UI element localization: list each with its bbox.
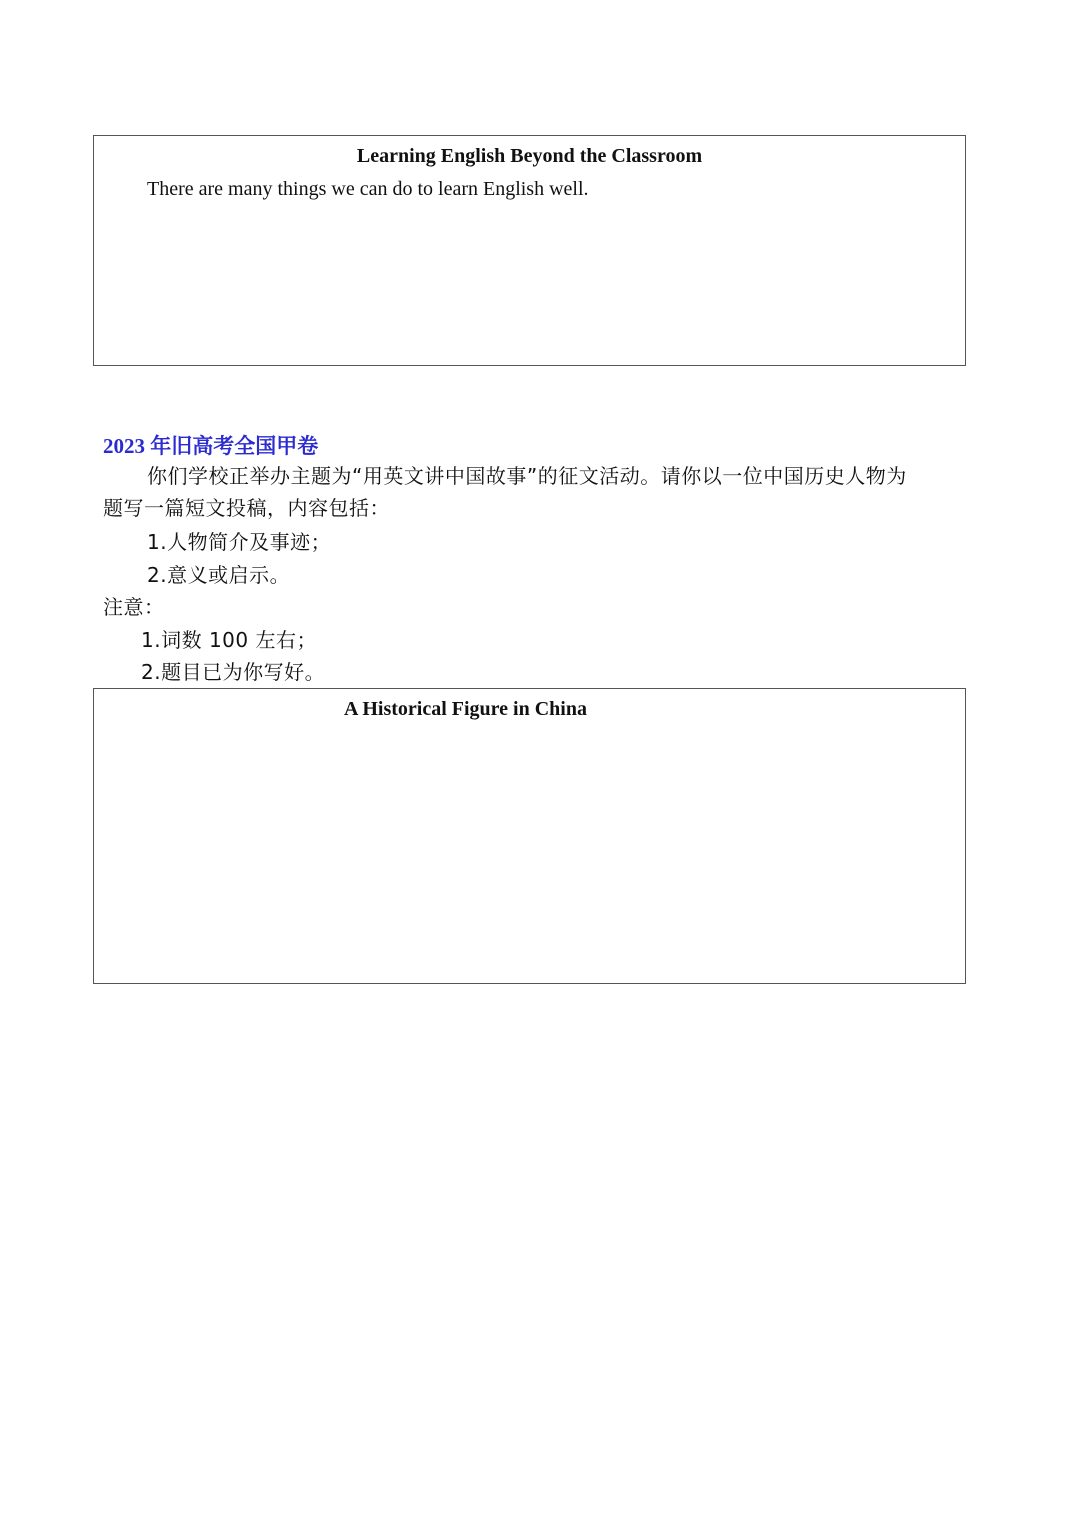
note-item: 2.题目已为你写好。 — [141, 660, 326, 684]
prompt-text-line-2: 题写一篇短文投稿，内容包括： — [103, 496, 390, 520]
note-item: 1.词数 100 左右； — [141, 628, 317, 652]
notes-label: 注意： — [103, 595, 165, 619]
exam-section-heading: 2023 年旧高考全国甲卷 — [103, 434, 319, 458]
answer-box-learning-english — [93, 135, 966, 366]
prompt-text-line-1: 你们学校正举办主题为“用英文讲中国故事”的征文活动。请你以一位中国历史人物为 — [147, 464, 907, 488]
essay-opening-sentence: There are many things we can do to learn English well. — [147, 178, 589, 200]
essay-title-learning-english: Learning English Beyond the Classroom — [356, 145, 703, 167]
essay-title-historical-figure: A Historical Figure in China — [344, 698, 587, 720]
answer-box-historical-figure — [93, 688, 966, 984]
content-item: 2.意义或启示。 — [147, 563, 291, 587]
content-item: 1.人物简介及事迹； — [147, 530, 332, 554]
